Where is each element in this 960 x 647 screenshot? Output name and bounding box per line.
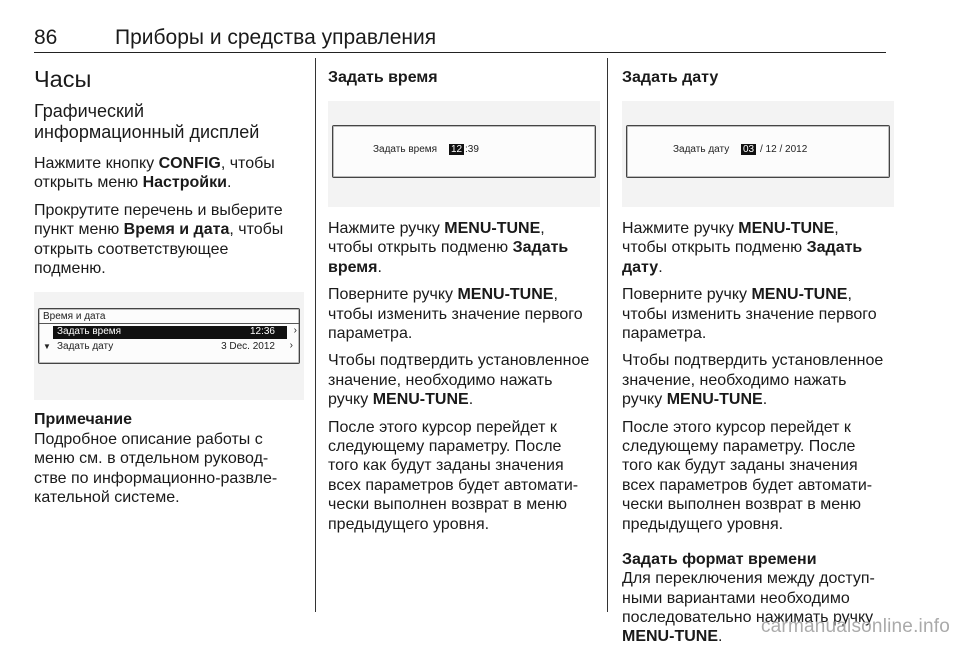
subheading-graphic-display: Графический информационный дисплей <box>34 101 260 142</box>
chevron-right-icon: › <box>293 325 297 337</box>
chevron-right-icon: › <box>289 340 293 352</box>
heading-time-format: Задать формат времени <box>622 551 817 569</box>
paragraph-confirm: Чтобы подтвердить установленное значение, необходимо нажать ручку MENU-TUNE. <box>328 352 590 409</box>
section-heading-clock: Часы <box>34 66 92 92</box>
display-frame: Время и дата Задать время 12:36 › ▼ Задать дату 3 Dec. 2012 › <box>38 308 300 364</box>
time-date-display-screenshot <box>34 292 304 400</box>
column-3 <box>622 58 894 647</box>
page-header <box>34 26 886 50</box>
column-1 <box>34 58 304 507</box>
paragraph-cursor: После этого курсор перейдет к следующему параметру. После того как будут заданы значения всех параметров будет автомати- чески выполнен возврат в меню предыдущего уровня. <box>622 418 873 533</box>
display-month-year: / 12 / 2012 <box>760 144 808 155</box>
display-hour-cursor: 12 <box>451 144 463 155</box>
display-label: Задать дату <box>673 144 730 155</box>
paragraph-press: Нажмите ручку MENU-TUNE, чтобы открыть подменю Задать время. <box>328 220 569 276</box>
paragraph-cursor: После этого курсор перейдет к следующему параметру. После того как будут заданы значения всех параметров будет автомати- чески выполнен возврат в меню предыдущего уровня. <box>328 418 579 533</box>
column-divider-2 <box>607 58 608 612</box>
paragraph-scroll: Прокрутите перечень и выберите пункт меню Время и дата, чтобы открыть соответствующее подменю. <box>34 201 284 278</box>
column-divider-1 <box>315 58 316 612</box>
watermark: carmanualsonline.info <box>760 616 950 637</box>
note-body: Подробное описание работы с меню см. в отдельном руковод- стве по информационно-развле- кательной системе. <box>34 430 278 507</box>
heading-set-time: Задать время <box>328 69 438 86</box>
page-title: Приборы и средства управления <box>115 26 437 49</box>
display-frame <box>626 125 890 178</box>
display-selected-row: Задать время 12:36 › <box>53 326 287 339</box>
note-title: Примечание <box>34 411 133 429</box>
page-number: 86 <box>34 26 58 49</box>
paragraph-rotate: Поверните ручку MENU-TUNE, чтобы изменить значение первого параметра. <box>328 286 583 343</box>
display-divider <box>39 323 299 324</box>
column-2 <box>328 58 600 534</box>
set-date-display-screenshot <box>622 101 894 207</box>
paragraph-rotate: Поверните ручку MENU-TUNE, чтобы изменить значение первого параметра. <box>622 286 877 343</box>
display-minutes: :39 <box>465 144 479 155</box>
paragraph-config: Нажмите кнопку CONFIG, чтобы открыть меню Настройки. <box>34 155 275 192</box>
header-rule <box>34 52 886 53</box>
display-frame <box>332 125 596 178</box>
display-label: Задать время <box>373 144 438 155</box>
display-title: Время и дата <box>43 311 106 323</box>
display-day-cursor: 03 <box>743 144 755 155</box>
paragraph-press: Нажмите ручку MENU-TUNE, чтобы открыть подменю Задать дату. <box>622 220 863 276</box>
chevron-down-icon: ▼ <box>43 342 51 352</box>
heading-set-date: Задать дату <box>622 69 719 86</box>
paragraph-time-format: Для переключения между доступ- ными вариантами необходимо последовательно нажимать ручку MENU-TUNE. <box>622 570 875 646</box>
paragraph-confirm: Чтобы подтвердить установленное значение, необходимо нажать ручку MENU-TUNE. <box>622 352 884 409</box>
set-time-display-screenshot <box>328 101 600 207</box>
